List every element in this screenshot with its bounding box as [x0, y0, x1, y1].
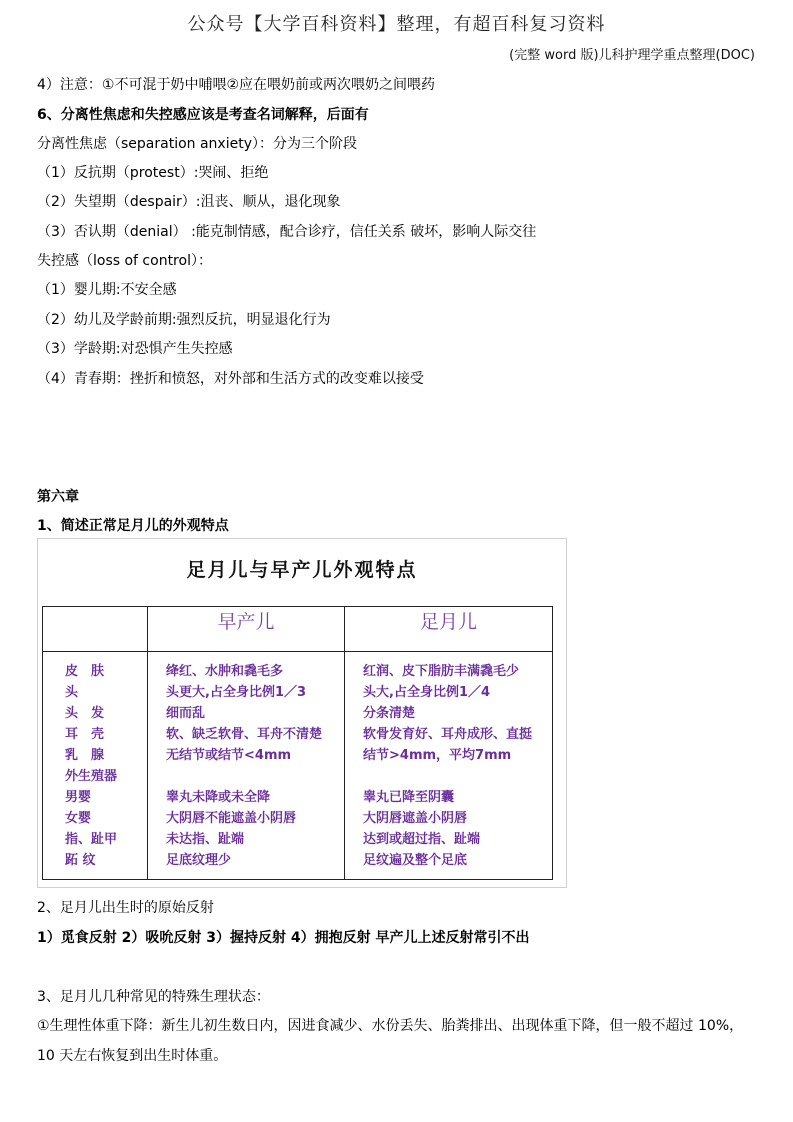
question-heading: 3、足月儿几种常见的特殊生理状态： [37, 989, 270, 1005]
paragraph-line: ①生理性体重下降：新生儿初生数日内，因进食减少、水份丢失、胎粪排出、出现体重下降，但一般不超过 10%， [37, 1018, 744, 1034]
preterm-value: 睾丸未降或未全降 [166, 790, 271, 805]
term-value: 软骨发育好、耳舟成形、直挺 [363, 727, 533, 742]
paragraph-line: 失控感（loss of control）： [37, 253, 212, 269]
table-header-row [43, 607, 553, 652]
section-heading: 6、分离性焦虑和失控感应该是考查名词解释，后面有 [37, 107, 369, 123]
question-heading: 1、简述正常足月儿的外观特点 [37, 518, 229, 534]
preterm-value: 未达指、趾端 [166, 832, 245, 847]
preterm-value: 软、缺乏软骨、耳舟不清楚 [166, 727, 323, 742]
list-item: （4）青春期：挫折和愤怒，对外部和生活方式的改变难以接受 [37, 371, 424, 387]
list-item: （1）婴儿期:不安全感 [37, 282, 177, 298]
item-label: 头 发 [65, 706, 105, 721]
term-value: 红润、皮下脂肪丰满毳毛少 [363, 664, 520, 679]
term-value [363, 766, 552, 787]
preterm-value: 绛红、水肿和毳毛多 [166, 664, 284, 679]
table-body-row [43, 652, 553, 880]
term-column [345, 652, 553, 880]
item-column [43, 652, 148, 880]
item-label: 男婴 [65, 790, 92, 805]
preterm-value: 细而乱 [166, 706, 206, 721]
term-value: 结节>4mm，平均7mm [363, 748, 512, 763]
term-value: 头大,占全身比例1／4 [363, 685, 491, 700]
comparison-table [42, 606, 553, 880]
paragraph-line: 10 天左右恢复到出生时体重。 [37, 1048, 228, 1064]
term-value: 睾丸已降至阴囊 [363, 790, 455, 805]
preterm-value: 足底纹理少 [166, 853, 232, 868]
term-value: 大阴唇遮盖小阴唇 [363, 811, 468, 826]
list-item: （2）失望期（despair）:沮丧、顺从，退化现象 [37, 194, 341, 210]
item-label: 跖 纹 [65, 853, 96, 868]
chapter-heading: 第六章 [37, 489, 79, 505]
watermark-header: 公众号【大学百科资料】整理，有超百科复习资料 [187, 14, 606, 35]
preterm-value: 无结节或结节<4mm [166, 748, 292, 763]
paragraph-line: 分离性焦虑（separation anxiety）：分为三个阶段 [37, 136, 357, 152]
item-label: 皮 肤 [65, 664, 105, 679]
item-label: 女婴 [65, 811, 92, 826]
document-title: (完整 word 版)儿科护理学重点整理(DOC) [509, 48, 755, 63]
item-label: 头 [65, 685, 79, 700]
item-label: 耳 壳 [65, 727, 105, 742]
answer-line: 1）觅食反射 2）吸吮反射 3）握持反射 4）拥抱反射 早产儿上述反射常引不出 [37, 930, 530, 946]
term-value: 足纹遍及整个足底 [363, 853, 468, 868]
list-item: （1）反抗期（protest）:哭闹、拒绝 [37, 165, 269, 181]
header-term: 足月儿 [345, 607, 553, 652]
list-item: （2）幼儿及学龄前期:强烈反抗，明显退化行为 [37, 312, 331, 328]
list-item: （3）否认期（denial） :能克制情感，配合诊疗，信任关系 破坏，影响人际交往 [37, 224, 537, 240]
paragraph-line: 4）注意：①不可混于奶中哺喂②应在喂奶前或两次喂奶之间喂药 [37, 77, 436, 93]
item-label: 指、趾甲 [65, 832, 118, 847]
preterm-value [166, 766, 344, 787]
preterm-value: 头更大,占全身比例1／3 [166, 685, 307, 700]
item-label: 外生殖器 [65, 769, 118, 784]
preterm-column [148, 652, 345, 880]
header-blank-cell [43, 607, 148, 652]
list-item: （3）学龄期:对恐惧产生失控感 [37, 341, 233, 357]
term-value: 达到或超过指、趾端 [363, 832, 481, 847]
figure-title: 足月儿与早产儿外观特点 [186, 559, 418, 581]
item-label: 乳 腺 [65, 748, 105, 763]
preterm-value: 大阴唇不能遮盖小阴唇 [166, 811, 297, 826]
header-preterm: 早产儿 [148, 607, 345, 652]
comparison-figure [37, 538, 567, 888]
term-value: 分条清楚 [363, 706, 416, 721]
question-heading: 2、足月儿出生时的原始反射 [37, 900, 214, 916]
